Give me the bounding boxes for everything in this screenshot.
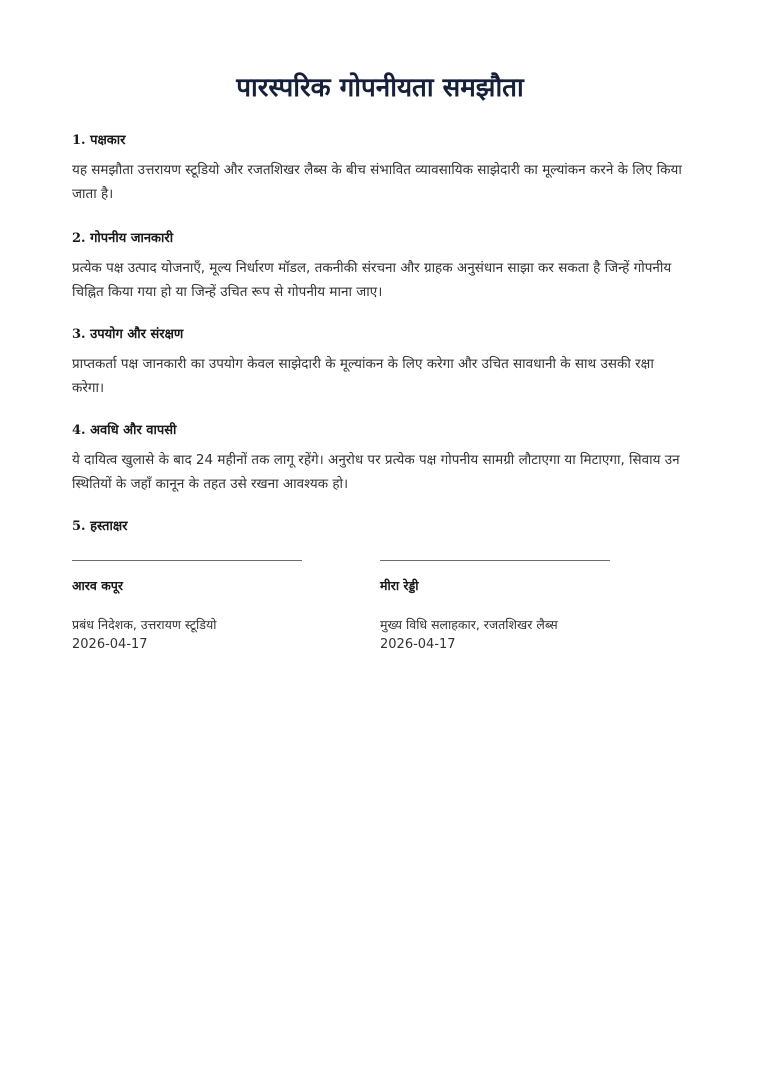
section-body: ये दायित्व खुलासे के बाद 24 महीनों तक लागू रहेंगे। अनुरोध पर प्रत्येक पक्ष गोपनीय सामग्री लौटाएगा या मिटाएगा, सिवाय उन स्थितियों के जहाँ कानून के तहत उसे रखना आवश्यक हो। [72, 452, 680, 492]
signature-line [380, 560, 610, 561]
signatory-name: मीरा रेड्डी [380, 578, 419, 593]
section-heading: 1. पक्षकार [72, 133, 126, 148]
signatory-role: मुख्य विधि सलाहकार, रजतशिखर लैब्स [380, 617, 558, 632]
section-signatures [72, 518, 688, 536]
section-use-protection [72, 326, 688, 400]
section-parties [72, 132, 688, 206]
section-confidential-info [72, 230, 688, 304]
section-heading: 2. गोपनीय जानकारी [72, 231, 174, 246]
section-body: प्रत्येक पक्ष उत्पाद योजनाएँ, मूल्य निर्धारण मॉडल, तकनीकी संरचना और ग्राहक अनुसंधान साझा कर सकता है जिन्हें गोपनीय चिह्नित किया गया हो या जिन्हें उचित रूप से गोपनीय माना जाए। [72, 260, 672, 300]
signature-line [72, 560, 302, 561]
signatory-date: 2026-04-17 [380, 637, 456, 652]
signature-block-left [72, 548, 380, 655]
section-heading: 3. उपयोग और संरक्षण [72, 327, 184, 342]
section-heading: 4. अवधि और वापसी [72, 423, 177, 438]
section-term-return [72, 422, 688, 496]
section-body: यह समझौता उत्तरायण स्टूडियो और रजतशिखर लैब्स के बीच संभावित व्यावसायिक साझेदारी का मूल्यांकन करने के लिए किया जाता है। [72, 162, 682, 202]
signatory-role: प्रबंध निदेशक, उत्तरायण स्टूडियो [72, 617, 217, 632]
signatory-name: आरव कपूर [72, 578, 124, 593]
signature-area [72, 548, 688, 655]
signatory-date: 2026-04-17 [72, 637, 148, 652]
document-title: पारस्परिक गोपनीयता समझौता [236, 73, 524, 103]
signature-block-right [380, 548, 688, 655]
section-heading: 5. हस्ताक्षर [72, 519, 128, 534]
section-body: प्राप्तकर्ता पक्ष जानकारी का उपयोग केवल साझेदारी के मूल्यांकन के लिए करेगा और उचित सावधानी के साथ उसकी रक्षा करेगा। [72, 356, 654, 396]
